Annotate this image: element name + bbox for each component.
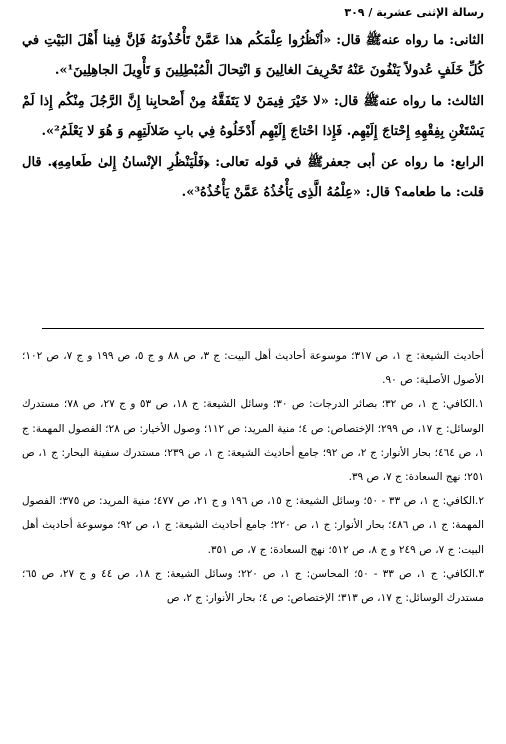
paragraph-second-narration: الثانى: ما رواه عنهﷺ قال: «اُنْظُرُوا عِلْمَكُم هذا عَمَّنْ تَأْخُذُونَهُ فَإنَّ فِينا أَهْلَ البَيْتِ في كُلِّ خَلَفٍ عُدولاً يَنْفُونَ عَنْهُ تَحْرِيفَ الغالِينَ وَ انْتِحالَ الْمُبْطِلِينَ وَ تَأْوِيلَ الجاهِلِينَ¹». [22, 33, 484, 78]
footnote-2: ٢.الكافي: ج ١، ص ٣٣ - ٥٠؛ وسائل الشيعة: ج ١٥، ص ١٩٦ و ج ٢١، ص ٤٧٧؛ منية المريد: ص ٣٧٥؛ الفصول المهمة: ج ١، ص ٤٨٦؛ بحار الأنوار: ج ١، ص ٢٢٠؛ جامع أحاديث الشيعة: ج ١، ص ٩٢؛ موسوعة أحاديث أهل البيت: ج ٧، ص ٢٤٩ و ج ٨، ص ٥١٢؛ نهج السعادة: ج ٧، ص ٣٥١. [22, 495, 485, 556]
footnotes [22, 344, 484, 610]
main-text [22, 26, 484, 209]
running-header: رسالة الإثنى عشرية / ٣٠٩ [344, 6, 484, 19]
footnote-1: ١.الكافي: ج ١، ص ٣٢؛ بصائر الدرجات: ص ٣٠؛ وسائل الشيعة: ج ١٨، ص ٥٣ و ج ٢٧، ص ٧٨؛ مستدرك الوسائل: ج ١٧، ص ٢٩٩؛ الإختصاص: ص ٤؛ منية المريد: ص ١١٢؛ وصول الأخيار: ص ٢٨؛ الفصول المهمة: ج ١، ص ٤٦٤؛ بحار الأنوار: ج ٢، ص ٩٢؛ جامع أحاديث الشيعة: ج ١، ص ٢٣٩؛ مستدرك سفينة البحار: ج ١، ص ٢٥١؛ نهج السعادة: ج ٧، ص ٣٩. [22, 398, 485, 484]
footnote-divider [42, 328, 484, 329]
footnote-carryover: أحاديث الشيعة: ج ١، ص ٣١٧؛ موسوعة أحاديث أهل البيت: ج ٣، ص ٨٨ و ج ٥، ص ١٩٩ و ج ٧، ص ١٠٢؛ الأصول الأصلية: ص ٩٠. [22, 350, 484, 387]
paragraph-fourth-narration: الرابع: ما رواه عن أبى جعفرﷺ في قوله تعالى: ﴿فَلْيَنْظُرِ الإنْسانُ إِلىٰ طَعامِهِ﴾. قال قلت: ما طعامه؟ قال: «عِلْمُهُ الَّذِى يَأْخُذُهُ عَمَّنْ يَأْخُذُهُ³». [22, 155, 484, 200]
paragraph-third-narration: الثالث: ما رواه عنهﷺ قال: «لا خَيْرَ فِيمَنْ لا يَتَفَقَّهُ مِنْ أَصْحابِنا إِنَّ الرَّجُلَ مِنْكُم إِذا لَمْ يَسْتَغْنِ بِفِقْهِهِ إِحْتاجَ إِلَيْهِم. فَإِذا احْتاجَ إِلَيْهِم أَدْخَلُوهُ فِي بابِ ضَلالَتِهِم وَ هُوَ لا يَعْلَمُ²». [22, 94, 484, 139]
footnote-3: ٣.الكافي: ج ١، ص ٣٣ - ٥٠؛ المحاسن: ج ١، ص ٢٢٠؛ وسائل الشيعة: ج ١٨، ص ٤٤ و ج ٢٧، ص ٦٥؛ مستدرك الوسائل: ج ١٧، ص ٣١٣؛ الإختصاص: ص ٤؛ بحار الأنوار: ج ٢، ص [22, 567, 485, 605]
